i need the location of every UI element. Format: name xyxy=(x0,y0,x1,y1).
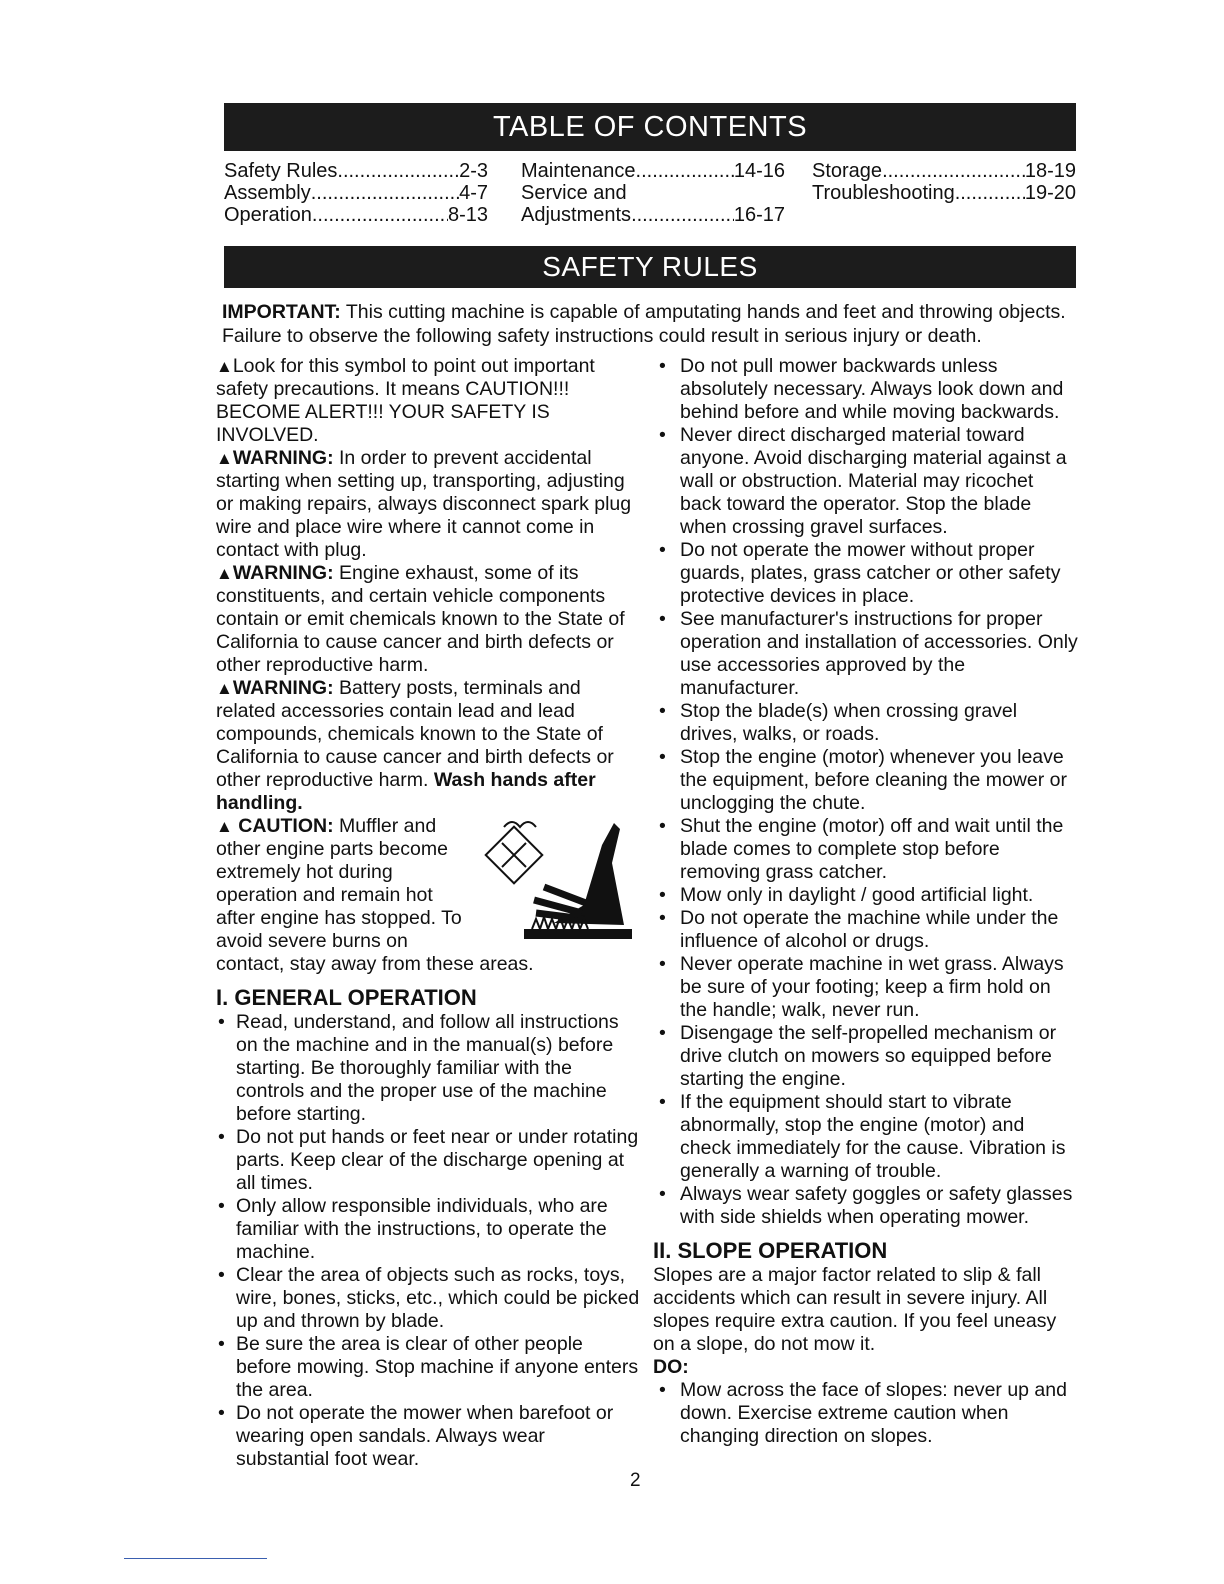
warning-battery: ▲WARNING: Battery posts, terminals and related accessories contain lead and lead compounds, chemicals known to the State of California to cause cancer and birth defects or other reproductive harm. Wash hands after handling. xyxy=(216,677,614,814)
warning-exhaust: ▲WARNING: Engine exhaust, some of its constituents, and certain vehicle components contain or emit chemicals known to the State of California to cause cancer and birth defects or other reproductive harm. xyxy=(216,562,625,676)
safety-rules-title: SAFETY RULES xyxy=(542,251,758,282)
toc-banner xyxy=(224,103,1076,151)
list-item: • See manufacturer's instructions for proper operation and installation of accessories. Only use accessories approved by the manufacturer. xyxy=(653,608,1078,700)
page-number: 2 xyxy=(630,1470,641,1491)
list-item: • Always wear safety goggles or safety glasses with side shields when operating mower. xyxy=(653,1183,1078,1229)
hot-surface-warning-icon xyxy=(474,805,634,945)
do-heading: DO: xyxy=(653,1356,689,1378)
safety-rules-list xyxy=(653,355,1078,1229)
general-operation-list xyxy=(216,1011,642,1471)
list-item: • Stop the engine (motor) whenever you leave the equipment, before cleaning the mower or unclogging the chute. xyxy=(653,746,1078,815)
important-notice xyxy=(222,300,1076,348)
right-column xyxy=(653,355,1078,1448)
alert-triangle-icon: ▲ xyxy=(216,357,233,376)
list-item: • Read, understand, and follow all instructions on the machine and in the manual(s) before starting. Be thoroughly familiar with the controls and the proper use of the machine before starting. xyxy=(216,1011,642,1126)
alert-triangle-icon: ▲ xyxy=(216,564,233,583)
list-item: • Shut the engine (motor) off and wait until the blade comes to complete stop before removing grass catcher. xyxy=(653,815,1078,884)
toc-entry[interactable]: Adjustments ..... 16-17 xyxy=(521,204,785,226)
alert-triangle-icon: ▲ xyxy=(216,817,233,836)
important-text: This cutting machine is capable of amputating hands and feet and throwing objects. Failure to observe the following safety instructions could result in serious injury or death. xyxy=(222,301,1066,347)
slope-text: Slopes are a major factor related to slip & fall accidents which can result in severe injury. All slopes require extra caution. If you feel uneasy on a slope, do not mow it. xyxy=(653,1264,1057,1355)
list-item: • Do not put hands or feet near or under rotating parts. Keep clear of the discharge opening at all times. xyxy=(216,1126,642,1195)
list-item: • Do not pull mower backwards unless absolutely necessary. Always look down and behind before and while moving backwards. xyxy=(653,355,1078,424)
list-item: • Do not operate the mower without proper guards, plates, grass catcher or other safety protective devices in place. xyxy=(653,539,1078,608)
toc-entry[interactable]: Storage ..... 18-19 xyxy=(812,160,1076,182)
alert-triangle-icon: ▲ xyxy=(216,449,233,468)
list-item: • Stop the blade(s) when crossing gravel drives, walks, or roads. xyxy=(653,700,1078,746)
toc-entry[interactable]: Operation ..... 8-13 xyxy=(224,204,488,226)
safety-rules-banner xyxy=(224,246,1076,288)
caution-text: ▲ CAUTION: Muffler and other engine parts become extremely hot during operation and remain hot after engine has stopped. To avoid severe burns on xyxy=(216,815,462,952)
list-item: • Only allow responsible individuals, who are familiar with the instructions, to operate the machine. xyxy=(216,1195,642,1264)
toc-entry[interactable]: Troubleshooting ..... 19-20 xyxy=(812,182,1076,204)
alert-triangle-icon: ▲ xyxy=(216,679,233,698)
warning-spark-plug: ▲WARNING: In order to prevent accidental starting when setting up, transporting, adjusting or making repairs, always disconnect spark plug wire and place wire where it cannot come in contact with plug. xyxy=(216,447,632,561)
list-item: • Never operate machine in wet grass. Always be sure of your footing; keep a firm hold on the handle; walk, never run. xyxy=(653,953,1078,1022)
divider xyxy=(124,1558,267,1559)
caution-text-end: contact, stay away from these areas. xyxy=(216,953,534,975)
list-item: • Clear the area of objects such as rocks, toys, wire, bones, sticks, etc., which could be picked up and thrown by blade. xyxy=(216,1264,642,1333)
caution-block xyxy=(216,815,642,953)
list-item: • Mow across the face of slopes: never up and down. Exercise extreme caution when changing direction on slopes. xyxy=(653,1379,1078,1448)
list-item: • Never direct discharged material toward anyone. Avoid discharging material against a wall or obstruction. Material may ricochet back toward the operator. Stop the blade when crossing gravel surfaces. xyxy=(653,424,1078,539)
toc-entry[interactable]: Assembly ..... 4-7 xyxy=(224,182,488,204)
list-item: • Do not operate the machine while under the influence of alcohol or drugs. xyxy=(653,907,1078,953)
toc-column-2 xyxy=(521,160,785,226)
toc-entry: Service and xyxy=(521,182,627,204)
list-item: • Disengage the self-propelled mechanism or drive clutch on mowers so equipped before starting the engine. xyxy=(653,1022,1078,1091)
left-column xyxy=(216,355,642,1471)
symbol-note: ▲Look for this symbol to point out important safety precautions. It means CAUTION!!! BECOME ALERT!!! YOUR SAFETY IS INVOLVED. xyxy=(216,355,595,446)
toc-column-3 xyxy=(812,160,1076,204)
list-item: • Mow only in daylight / good artificial light. xyxy=(653,884,1078,907)
do-list xyxy=(653,1379,1078,1448)
important-label: IMPORTANT: xyxy=(222,301,341,323)
toc-entry[interactable]: Maintenance ..... 14-16 xyxy=(521,160,785,182)
toc-column-1 xyxy=(224,160,488,226)
list-item: • Be sure the area is clear of other people before mowing. Stop machine if anyone enters the area. xyxy=(216,1333,642,1402)
list-item: • If the equipment should start to vibrate abnormally, stop the engine (motor) and check immediately for the cause. Vibration is generally a warning of trouble. xyxy=(653,1091,1078,1183)
toc-title: TABLE OF CONTENTS xyxy=(492,111,808,143)
slope-operation-heading: II. SLOPE OPERATION xyxy=(653,1238,888,1263)
list-item: • Do not operate the mower when barefoot or wearing open sandals. Always wear substantial foot wear. xyxy=(216,1402,642,1471)
toc-entry[interactable]: Safety Rules ..... 2-3 xyxy=(224,160,488,182)
general-operation-heading: I. GENERAL OPERATION xyxy=(216,985,477,1010)
